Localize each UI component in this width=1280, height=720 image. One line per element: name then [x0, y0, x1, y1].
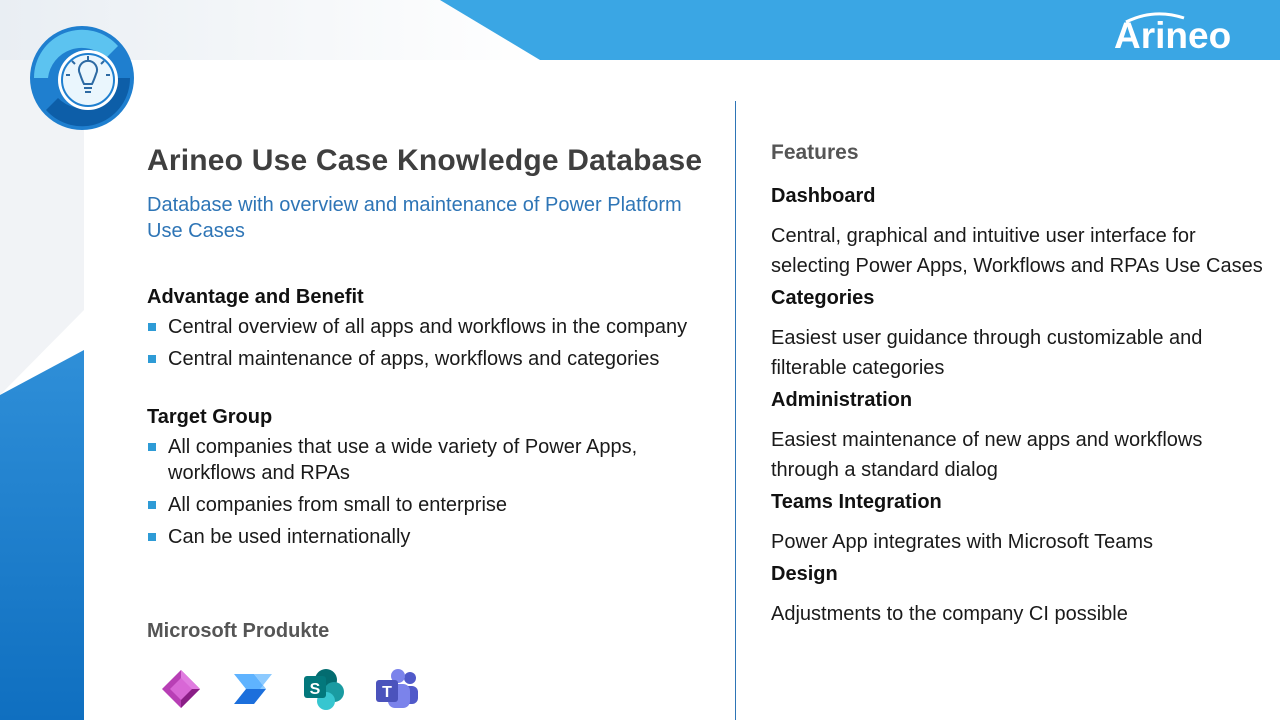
list-item: Central overview of all apps and workflows in the company	[147, 314, 717, 340]
page-subtitle: Database with overview and maintenance of Power Platform Use Cases	[147, 194, 682, 242]
teams-icon	[374, 666, 420, 712]
arineo-logo	[1114, 12, 1264, 56]
svg-text:Arineo: Arineo	[1114, 15, 1232, 56]
svg-text:T: T	[382, 684, 392, 701]
page-title: Arineo Use Case Knowledge Database	[147, 144, 703, 177]
advantage-heading: Advantage and Benefit	[147, 286, 364, 308]
product-icons	[158, 666, 420, 712]
list-item: Central maintenance of apps, workflows and categories	[147, 346, 717, 372]
column-divider	[735, 101, 736, 720]
left-column	[147, 142, 717, 556]
feature-administration-name: Administration	[771, 389, 913, 411]
power-automate-icon	[230, 666, 276, 712]
feature-dashboard-desc: Central, graphical and intuitive user interface for selecting Power Apps, Workflows and RPAs Use Cases	[771, 225, 1263, 277]
feature-administration-desc: Easiest maintenance of new apps and workflows through a standard dialog	[771, 429, 1203, 481]
advantage-list	[147, 314, 717, 372]
sharepoint-icon	[302, 666, 348, 712]
features-heading: Features	[771, 141, 859, 164]
feature-design-desc: Adjustments to the company CI possible	[771, 603, 1128, 625]
target-group-heading: Target Group	[147, 406, 273, 428]
list-item: All companies from small to enterprise	[147, 492, 717, 518]
list-item: All companies that use a wide variety of Power Apps, workflows and RPAs	[147, 434, 717, 486]
feature-design-name: Design	[771, 563, 838, 585]
power-apps-icon	[158, 666, 204, 712]
microsoft-products-heading: Microsoft Produkte	[147, 620, 330, 642]
target-group-list	[147, 434, 717, 550]
feature-dashboard-name: Dashboard	[771, 185, 876, 207]
features-column	[771, 140, 1280, 629]
feature-categories-name: Categories	[771, 287, 875, 309]
feature-teams-integration-name: Teams Integration	[771, 491, 942, 513]
svg-text:S: S	[309, 681, 321, 698]
feature-teams-integration-desc: Power App integrates with Microsoft Teams	[771, 531, 1154, 553]
lightbulb-badge-icon	[28, 24, 136, 132]
list-item: Can be used internationally	[147, 524, 717, 550]
feature-categories-desc: Easiest user guidance through customizable and filterable categories	[771, 327, 1203, 379]
